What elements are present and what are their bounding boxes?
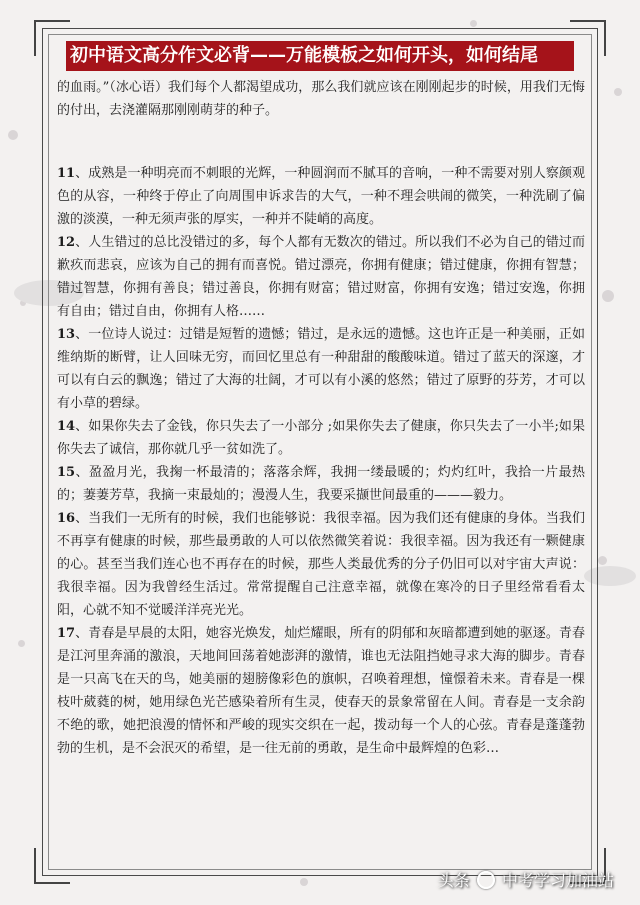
item-number: 11: [57, 166, 76, 181]
list-item: [57, 323, 585, 415]
item-text: 、一位诗人说过：过错是短暂的遗憾；错过，是永远的遗憾。这也许正是一种美丽，正如维纳斯的断臂，让人回味无穷，而回忆里总有一种甜甜的酸酸味道。错过了蓝天的深邃，才可以有白云的飘逸；错过了大海的壮阔，才可以有小溪的悠然；错过了原野的芬芳，才可以有小草的碧绿。: [57, 327, 585, 411]
snow-dot: [18, 640, 25, 647]
item-number: 13: [57, 327, 76, 342]
list-item: [57, 415, 585, 461]
item-text: 、成熟是一种明亮而不刺眼的光辉，一种圆润而不腻耳的音响，一种不需要对别人察颜观色的从容，一种终于停止了向周围申诉求告的大气，一种不理会哄闹的微笑，一种洗刷了偏激的淡漠，一种无须声张的厚实，一种并不陡峭的高度。: [57, 166, 585, 227]
frame-corner-top-right: [570, 20, 606, 56]
list-item: [57, 231, 585, 323]
item-number: 15: [57, 465, 76, 480]
watermark: [438, 868, 614, 891]
item-text: 、人生错过的总比没错过的多，每个人都有无数次的错过。所以我们不必为自己的错过而歉疚而悲哀，应该为自己的拥有而喜悦。错过漂亮，你拥有健康；错过健康，你拥有智慧；错过智慧，你拥有善良；错过善良，你拥有财富；错过财富，你拥有安逸；错过安逸，你拥有自由；错过自由，你拥有人格……: [57, 235, 585, 319]
frame-corner-bottom-left: [34, 848, 70, 884]
item-number: 12: [57, 235, 76, 250]
watermark-account: 中考学习加油站: [501, 871, 614, 890]
item-text: 、盈盈月光，我掬一杯最清的；落落余辉，我拥一缕最暖的；灼灼红叶，我拾一片最热的；萋萋芳草，我摘一束最灿的；漫漫人生，我要采撷世间最重的———毅力。: [57, 465, 585, 503]
list-item: [57, 622, 585, 760]
list-item: [57, 461, 585, 507]
snow-dot: [8, 130, 18, 140]
paragraph-gap: [57, 122, 585, 162]
snow-dot: [470, 20, 477, 27]
page-title: 初中语文高分作文必背——万能模板之如何开头，如何结尾: [66, 41, 574, 71]
item-text: 、当我们一无所有的时候，我们也能够说：我很幸福。因为我们还有健康的身体。当我们不再享有健康的时候，那些最勇敢的人可以依然微笑着说：我很幸福。因为我还有一颗健康的心。甚至当我们连心也不再存在的时候，那些人类最优秀的分子仍旧可以对宇宙大声说：我很幸福。因为我曾经生活过。常常提醒自己注意幸福，就像在寒冷的日子里经常看看太阳，心就不知不觉暖洋洋亮光光。: [57, 511, 585, 618]
frame-corner-top-left: [34, 20, 70, 56]
snow-dot: [300, 878, 308, 886]
item-text: 、青春是早晨的太阳，她容光焕发，灿烂耀眼，所有的阴郁和灰暗都遭到她的驱逐。青春是江河里奔涌的激浪，天地间回荡着她澎湃的激情，谁也无法阻挡她寻求大海的脚步。青春是一只高飞在天的鸟，她美丽的翅膀像彩色的旗帜，召唤着理想，憧憬着未来。青春是一棵枝叶葳蕤的树，她用绿色光芒感染着所有生灵，使春天的景象常留在人间。青春是一支余韵不绝的歌，她把浪漫的情怀和严峻的现实交织在一起，拨动每一个人的心弦。青春是蓬蓬勃勃的生机，是不会泯灭的希望，是一往无前的勇敢，是生命中最辉煌的色彩…: [57, 626, 585, 756]
snow-dot: [598, 556, 607, 565]
article-body: [57, 76, 585, 760]
snow-dot: [602, 290, 614, 302]
item-number: 17: [57, 626, 76, 641]
item-number: 16: [57, 511, 76, 526]
list-item: [57, 162, 585, 231]
toutiao-logo-icon: [477, 871, 495, 889]
item-number: 14: [57, 419, 76, 434]
watermark-prefix: 头条: [437, 871, 470, 890]
snow-dot: [614, 88, 622, 96]
list-item: [57, 507, 585, 622]
intro-paragraph: 的血雨。”（冰心语）我们每个人都渴望成功，那么我们就应该在刚刚起步的时候，用我们无悔的付出，去浇灌隔那刚刚萌芽的种子。: [57, 80, 585, 118]
item-text: 、如果你失去了金钱，你只失去了一小部分 ;如果你失去了健康，你只失去了一小半;如果你失去了诚信，那你就几乎一贫如洗了。: [57, 419, 585, 457]
